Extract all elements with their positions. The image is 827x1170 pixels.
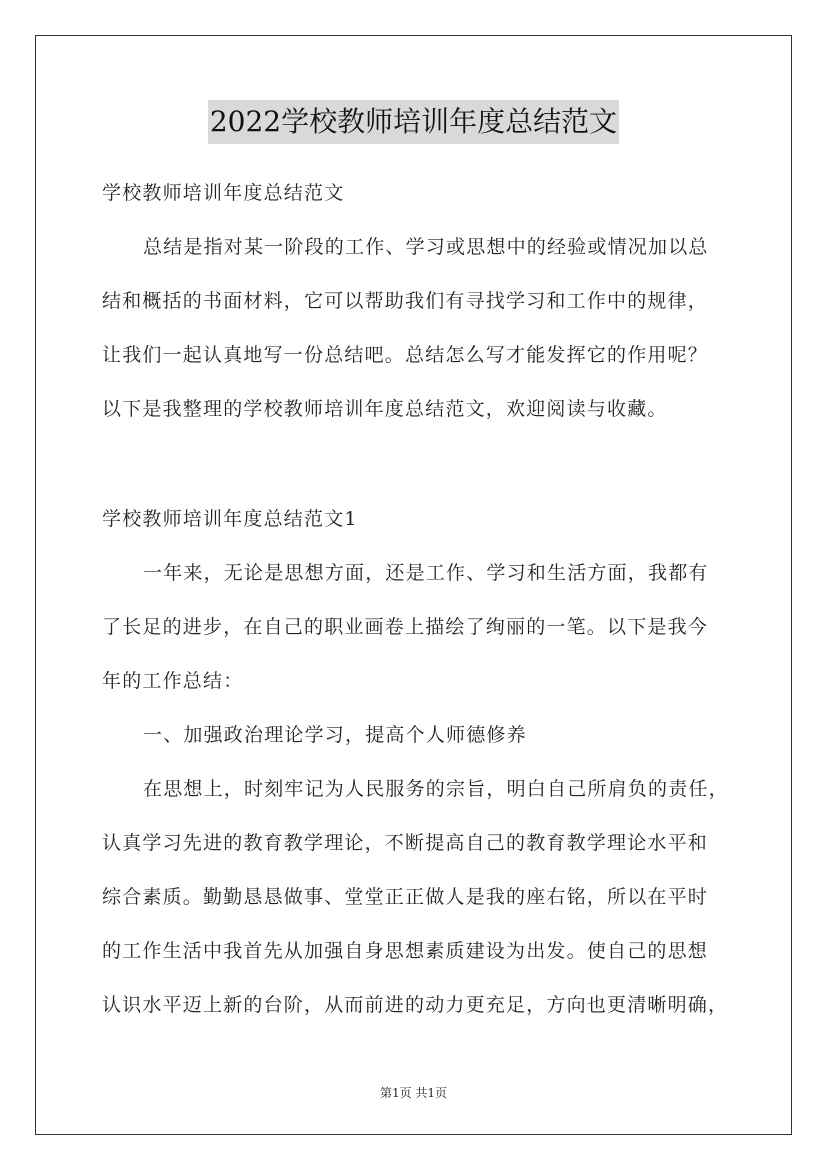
body-line: 让我们一起认真地写一份总结吧。总结怎么写才能发挥它的作用呢？	[102, 344, 709, 366]
title-container	[0, 100, 827, 144]
body-line: 一年来，无论是思想方面，还是工作、学习和生活方面，我都有	[143, 562, 709, 584]
body-line: 认真学习先进的教育教学理论，不断提高自己的教育教学理论水平和	[102, 832, 709, 854]
document-title: 2022学校教师培训年度总结范文	[208, 100, 619, 144]
body-line: 了长足的进步，在自己的职业画卷上描绘了绚丽的一笔。以下是我今	[102, 616, 709, 638]
body-line: 综合素质。勤勤恳恳做事、堂堂正正做人是我的座右铭，所以在平时	[102, 886, 709, 908]
intro-heading: 学校教师培训年度总结范文	[102, 182, 345, 204]
page-footer: 第1页 共1页	[379, 1086, 448, 1100]
body-line: 的工作生活中我首先从加强自身思想素质建设为出发。使自己的思想	[102, 940, 709, 962]
body-line: 在思想上，时刻牢记为人民服务的宗旨，明白自己所肩负的责任，	[143, 778, 729, 800]
body-line: 认识水平迈上新的台阶，从而前进的动力更充足，方向也更清晰明确，	[102, 994, 729, 1016]
body-line: 年的工作总结：	[102, 670, 244, 692]
section-heading: 学校教师培训年度总结范文1	[102, 508, 358, 530]
body-line: 结和概括的书面材料，它可以帮助我们有寻找学习和工作中的规律，	[102, 290, 709, 312]
body-line: 以下是我整理的学校教师培训年度总结范文，欢迎阅读与收藏。	[102, 398, 668, 420]
body-line: 总结是指对某一阶段的工作、学习或思想中的经验或情况加以总	[143, 236, 709, 258]
subsection-heading: 一、加强政治理论学习，提高个人师德修养	[143, 724, 527, 746]
